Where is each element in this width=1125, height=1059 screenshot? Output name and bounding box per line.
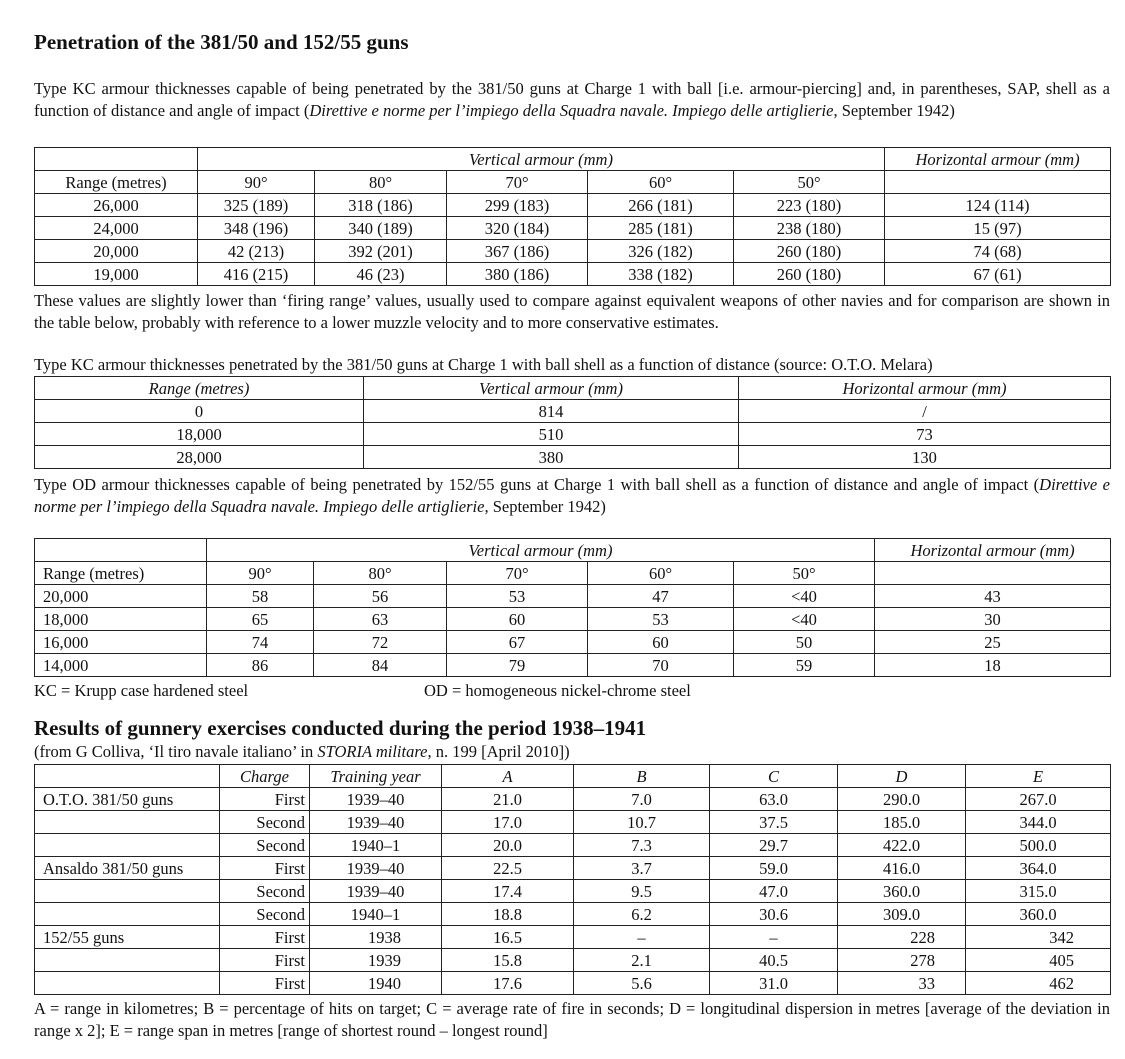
caption-text: Type KC armour thicknesses capable of being penetrated by the 381/50 guns at Charge 1 with ball [i.e. armour-piercing] and, in parentheses, SAP, shell as a function of distance and angle of impact ( xyxy=(34,79,1110,120)
table-cell: 342 xyxy=(966,926,1111,949)
source-text: (from G Colliva, ‘Il tiro navale italiano’ in xyxy=(34,742,318,761)
table-cell: 5.6 xyxy=(574,972,710,995)
table2-caption: Type KC armour thicknesses penetrated by the 381/50 guns at Charge 1 with ball shell as a function of distance (source: O.T.O. Melara) xyxy=(34,355,933,374)
column-header: 50° xyxy=(734,171,885,194)
table-row xyxy=(35,194,1111,217)
table-row xyxy=(35,608,1111,631)
table-cell: 40.5 xyxy=(710,949,838,972)
table-cell: 37.5 xyxy=(710,811,838,834)
table-cell xyxy=(35,903,220,926)
caption-source-title: Direttive e norme per l’impiego della Squadra navale. Impiego delle artiglierie xyxy=(34,475,1110,516)
table-cell: 500.0 xyxy=(966,834,1111,857)
table-cell: 72 xyxy=(314,631,447,654)
table-cell: 42 (213) xyxy=(198,240,315,263)
table-cell: 338 (182) xyxy=(588,263,734,286)
caption-text-tail: , September 1942) xyxy=(833,101,955,120)
table1-caption xyxy=(34,78,1110,122)
group-header-horizontal: Horizontal armour (mm) xyxy=(885,148,1111,171)
section-title-gunnery: Results of gunnery exercises conducted during the period 1938–1941 xyxy=(34,716,647,740)
column-header xyxy=(885,171,1111,194)
table-row xyxy=(35,217,1111,240)
table-cell: Second xyxy=(220,903,310,926)
source-publication: STORIA militare xyxy=(317,742,428,761)
table-cell: 10.7 xyxy=(574,811,710,834)
table-cell: 15 (97) xyxy=(885,217,1111,240)
table-header-row xyxy=(35,171,1111,194)
table-cell: <40 xyxy=(734,585,875,608)
column-header: 70° xyxy=(447,562,588,585)
table-cell: First xyxy=(220,857,310,880)
table-cell: 65 xyxy=(207,608,314,631)
column-header: A xyxy=(442,765,574,788)
table-group-header-row xyxy=(35,148,1111,171)
table-header-row xyxy=(35,562,1111,585)
table-cell: 309.0 xyxy=(838,903,966,926)
table-cell: 1939–40 xyxy=(310,857,442,880)
column-header: C xyxy=(710,765,838,788)
table-cell: 285 (181) xyxy=(588,217,734,240)
table-cell: – xyxy=(574,926,710,949)
table-cell: 510 xyxy=(364,423,739,446)
table-cell: 462 xyxy=(966,972,1111,995)
group-header-vertical: Vertical armour (mm) xyxy=(207,539,875,562)
table-cell: 260 (180) xyxy=(734,263,885,286)
table-cell: 47 xyxy=(588,585,734,608)
table-cell: 14,000 xyxy=(35,654,207,677)
table-kc-oto-melara xyxy=(34,376,1111,469)
table-cell: 60 xyxy=(588,631,734,654)
column-header: Vertical armour (mm) xyxy=(364,377,739,400)
table-cell: 228 xyxy=(838,926,966,949)
column-header xyxy=(35,765,220,788)
table-cell: 60 xyxy=(447,608,588,631)
column-header: B xyxy=(574,765,710,788)
column-header: 60° xyxy=(588,562,734,585)
table-cell: 380 xyxy=(364,446,739,469)
table-cell: 320 (184) xyxy=(447,217,588,240)
table-cell: 2.1 xyxy=(574,949,710,972)
table-cell: 6.2 xyxy=(574,903,710,926)
group-header-horizontal: Horizontal armour (mm) xyxy=(875,539,1111,562)
table-cell: 18,000 xyxy=(35,423,364,446)
table-cell: 290.0 xyxy=(838,788,966,811)
table-row xyxy=(35,400,1111,423)
empty-cell xyxy=(35,148,198,171)
table-cell: 28,000 xyxy=(35,446,364,469)
table-cell: 405 xyxy=(966,949,1111,972)
table-row xyxy=(35,446,1111,469)
table-cell: 47.0 xyxy=(710,880,838,903)
table-cell: 43 xyxy=(875,585,1111,608)
table-cell: 58 xyxy=(207,585,314,608)
gunnery-source xyxy=(34,741,570,763)
page-title: Penetration of the 381/50 and 152/55 guns xyxy=(34,30,409,54)
table-od-152-penetration xyxy=(34,538,1111,677)
table-cell: 22.5 xyxy=(442,857,574,880)
legend-kc: KC = Krupp case hardened steel xyxy=(34,681,249,700)
table-cell: 1940–1 xyxy=(310,834,442,857)
table-cell xyxy=(35,949,220,972)
column-header: 70° xyxy=(447,171,588,194)
table-cell: 84 xyxy=(314,654,447,677)
table-header-row xyxy=(35,765,1111,788)
table-cell: 59 xyxy=(734,654,875,677)
table-cell: 67 (61) xyxy=(885,263,1111,286)
caption-source-title: Direttive e norme per l’impiego della Squadra navale. Impiego delle artiglierie xyxy=(309,101,834,120)
column-header: Range (metres) xyxy=(35,171,198,194)
table-cell: 364.0 xyxy=(966,857,1111,880)
table-cell: 0 xyxy=(35,400,364,423)
column-header: D xyxy=(838,765,966,788)
table-cell: 1939–40 xyxy=(310,811,442,834)
table-row xyxy=(35,423,1111,446)
table-cell: 18,000 xyxy=(35,608,207,631)
table-cell: 380 (186) xyxy=(447,263,588,286)
table-cell: <40 xyxy=(734,608,875,631)
table-cell: 20,000 xyxy=(35,585,207,608)
table-cell: Second xyxy=(220,811,310,834)
table-cell: 185.0 xyxy=(838,811,966,834)
table-cell: 267.0 xyxy=(966,788,1111,811)
table-cell: 367 (186) xyxy=(447,240,588,263)
table-cell: 33 xyxy=(838,972,966,995)
table-cell: 17.6 xyxy=(442,972,574,995)
table-cell xyxy=(35,811,220,834)
table-cell: First xyxy=(220,972,310,995)
table-cell: 30.6 xyxy=(710,903,838,926)
table-cell: 46 (23) xyxy=(315,263,447,286)
table-cell: 1939–40 xyxy=(310,880,442,903)
table-cell: 278 xyxy=(838,949,966,972)
table-cell: 416.0 xyxy=(838,857,966,880)
table-row xyxy=(35,811,1111,834)
table-cell: 53 xyxy=(447,585,588,608)
table-cell: 260 (180) xyxy=(734,240,885,263)
table-cell: 223 (180) xyxy=(734,194,885,217)
table-cell: – xyxy=(710,926,838,949)
column-header: Charge xyxy=(220,765,310,788)
table-cell: Second xyxy=(220,880,310,903)
table-cell: 18.8 xyxy=(442,903,574,926)
table-cell: 422.0 xyxy=(838,834,966,857)
table-cell: 15.8 xyxy=(442,949,574,972)
table-cell xyxy=(35,834,220,857)
table-cell: 360.0 xyxy=(838,880,966,903)
table-cell: 266 (181) xyxy=(588,194,734,217)
column-header: 80° xyxy=(315,171,447,194)
table-cell: First xyxy=(220,949,310,972)
table-cell: 152/55 guns xyxy=(35,926,220,949)
table-cell: 238 (180) xyxy=(734,217,885,240)
table-row xyxy=(35,654,1111,677)
legend-od: OD = homogeneous nickel-chrome steel xyxy=(424,681,691,700)
table-cell: 18 xyxy=(875,654,1111,677)
table-cell: 24,000 xyxy=(35,217,198,240)
table-cell: 86 xyxy=(207,654,314,677)
table-cell: 19,000 xyxy=(35,263,198,286)
table-cell: First xyxy=(220,788,310,811)
table-cell: 63 xyxy=(314,608,447,631)
column-header: 90° xyxy=(207,562,314,585)
table-cell: 59.0 xyxy=(710,857,838,880)
table-row xyxy=(35,585,1111,608)
empty-cell xyxy=(35,539,207,562)
column-header: 80° xyxy=(314,562,447,585)
table1-note: These values are slightly lower than ‘firing range’ values, usually used to compare against equivalent weapons of other navies and for comparison are shown in the table below, probably with reference to a lower muzzle velocity and to more conservative estimates. xyxy=(34,291,1110,332)
table-row xyxy=(35,240,1111,263)
table-cell: 392 (201) xyxy=(315,240,447,263)
table-row xyxy=(35,788,1111,811)
table-cell: 17.0 xyxy=(442,811,574,834)
table-cell: 1939–40 xyxy=(310,788,442,811)
table-cell: 20,000 xyxy=(35,240,198,263)
table-cell: 53 xyxy=(588,608,734,631)
column-header: Range (metres) xyxy=(35,562,207,585)
table-cell: 30 xyxy=(875,608,1111,631)
table-row xyxy=(35,880,1111,903)
column-header: E xyxy=(966,765,1111,788)
table-kc-381-penetration xyxy=(34,147,1111,286)
table-cell: 814 xyxy=(364,400,739,423)
table-cell: 67 xyxy=(447,631,588,654)
table-cell: 70 xyxy=(588,654,734,677)
table-row xyxy=(35,263,1111,286)
table-cell: / xyxy=(739,400,1111,423)
table-cell: 17.4 xyxy=(442,880,574,903)
table-cell xyxy=(35,880,220,903)
table-cell: 315.0 xyxy=(966,880,1111,903)
table-cell: 1940–1 xyxy=(310,903,442,926)
column-header: Range (metres) xyxy=(35,377,364,400)
column-header: 60° xyxy=(588,171,734,194)
table-cell: 416 (215) xyxy=(198,263,315,286)
table-cell: Second xyxy=(220,834,310,857)
table-cell: 3.7 xyxy=(574,857,710,880)
table-cell: 7.0 xyxy=(574,788,710,811)
table-cell: 1938 xyxy=(310,926,442,949)
table-cell: First xyxy=(220,926,310,949)
table-cell: 299 (183) xyxy=(447,194,588,217)
table-cell: 318 (186) xyxy=(315,194,447,217)
table-cell: 16,000 xyxy=(35,631,207,654)
table-row xyxy=(35,949,1111,972)
table-row xyxy=(35,926,1111,949)
table-group-header-row xyxy=(35,539,1111,562)
table-row xyxy=(35,857,1111,880)
table-cell: 20.0 xyxy=(442,834,574,857)
caption-text: Type OD armour thicknesses capable of being penetrated by 152/55 guns at Charge 1 with ball shell as a function of distance and angle of impact ( xyxy=(34,475,1040,494)
table-cell: 7.3 xyxy=(574,834,710,857)
column-header: 50° xyxy=(734,562,875,585)
table-cell: 25 xyxy=(875,631,1111,654)
caption-text-tail: , September 1942) xyxy=(484,497,606,516)
table-gunnery-results xyxy=(34,764,1111,995)
table-cell: 73 xyxy=(739,423,1111,446)
table-row xyxy=(35,834,1111,857)
table-cell: 9.5 xyxy=(574,880,710,903)
table-cell: 21.0 xyxy=(442,788,574,811)
table-cell: 1940 xyxy=(310,972,442,995)
table-cell: 74 (68) xyxy=(885,240,1111,263)
table-cell xyxy=(35,972,220,995)
table-cell: 50 xyxy=(734,631,875,654)
table-header-row xyxy=(35,377,1111,400)
table-row xyxy=(35,903,1111,926)
table-cell: 325 (189) xyxy=(198,194,315,217)
column-header: Training year xyxy=(310,765,442,788)
column-header xyxy=(875,562,1111,585)
gunnery-footnote: A = range in kilometres; B = percentage of hits on target; C = average rate of fire in seconds; D = longitudinal dispersion in metres [average of the deviation in range x 2]; E = range span in metres [range of shortest round – longest round] xyxy=(34,999,1110,1040)
table-cell: 326 (182) xyxy=(588,240,734,263)
table-cell: 79 xyxy=(447,654,588,677)
table-row xyxy=(35,631,1111,654)
table-cell: 130 xyxy=(739,446,1111,469)
table3-caption xyxy=(34,474,1110,518)
table-cell: 26,000 xyxy=(35,194,198,217)
table-cell: 74 xyxy=(207,631,314,654)
table-cell: 29.7 xyxy=(710,834,838,857)
table-cell: 31.0 xyxy=(710,972,838,995)
table-cell: 348 (196) xyxy=(198,217,315,240)
table-row xyxy=(35,972,1111,995)
table-cell: 63.0 xyxy=(710,788,838,811)
table-cell: 340 (189) xyxy=(315,217,447,240)
table-cell: 344.0 xyxy=(966,811,1111,834)
source-text-tail: , n. 199 [April 2010]) xyxy=(427,742,570,761)
table-cell: Ansaldo 381/50 guns xyxy=(35,857,220,880)
table-cell: O.T.O. 381/50 guns xyxy=(35,788,220,811)
table-cell: 360.0 xyxy=(966,903,1111,926)
group-header-vertical: Vertical armour (mm) xyxy=(198,148,885,171)
table-cell: 16.5 xyxy=(442,926,574,949)
column-header: 90° xyxy=(198,171,315,194)
table-cell: 1939 xyxy=(310,949,442,972)
table-cell: 56 xyxy=(314,585,447,608)
column-header: Horizontal armour (mm) xyxy=(739,377,1111,400)
table-cell: 124 (114) xyxy=(885,194,1111,217)
